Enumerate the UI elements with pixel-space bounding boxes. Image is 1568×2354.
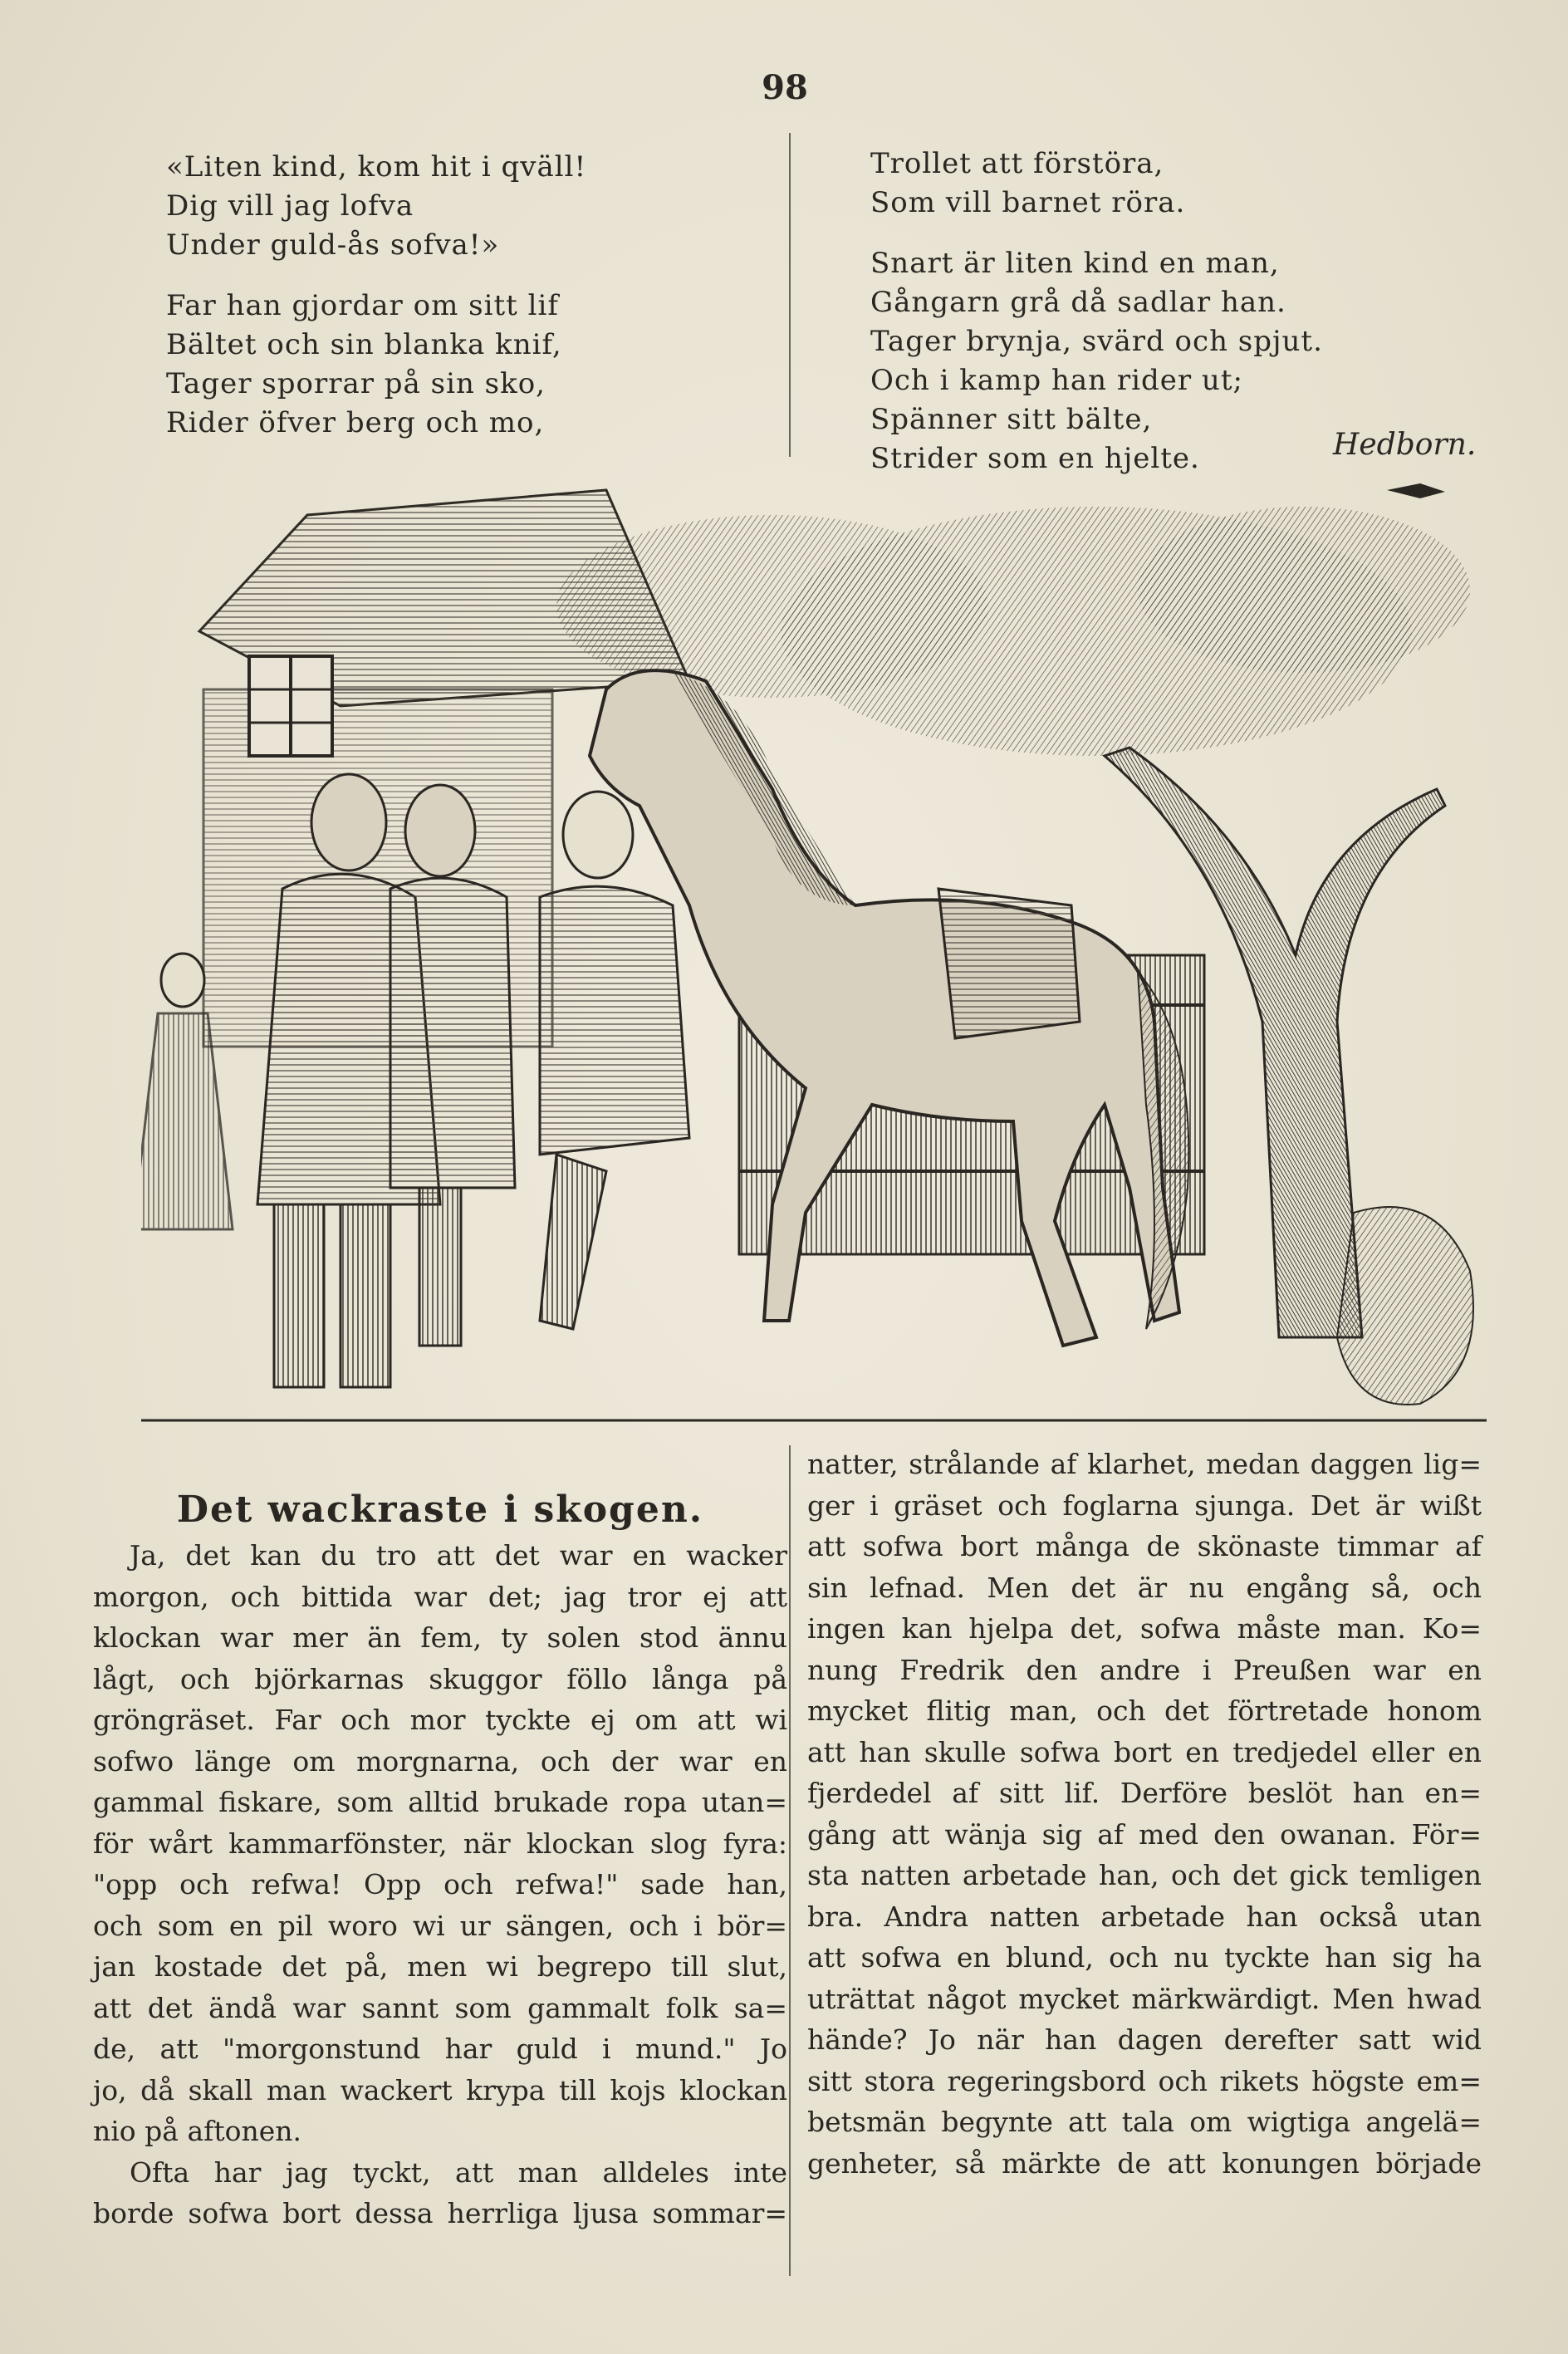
poem-line: Tager brynja, svärd och spjut. bbox=[870, 325, 1323, 358]
text-line: morgon, och bittida war det; jag tror ej att bbox=[93, 1580, 787, 1613]
article-heading: Det wackraste i skogen. bbox=[176, 1488, 704, 1531]
poem-line: Tager sporrar på sin sko, bbox=[166, 367, 546, 400]
text-line: nio på aftonen. bbox=[93, 2115, 301, 2147]
text-line: nung Fredrik den andre i Preußen war en bbox=[807, 1653, 1482, 1686]
text-line: jan kostade det på, men wi begrepo till slut, bbox=[93, 1950, 787, 1983]
text-line: gång att wänja sig af med den owanan. För= bbox=[807, 1817, 1482, 1851]
text-line: gröngräset. Far och mor tyckte ej om att wi bbox=[93, 1704, 787, 1736]
text-line: betsmän begynte att tala om wigtiga angelä= bbox=[807, 2106, 1482, 2138]
article-right-column bbox=[807, 1444, 1482, 2184]
poem-line: Och i kamp han rider ut; bbox=[870, 364, 1243, 397]
text-line: att sofwa en blund, och nu tyckte han sig ha bbox=[807, 1941, 1482, 1974]
poem-line: Strider som en hjelte. bbox=[870, 442, 1200, 475]
text-line: borde sofwa bort dessa herrliga ljusa sommar= bbox=[93, 2197, 787, 2229]
poem-line: Trollet att förstöra, bbox=[870, 147, 1164, 180]
woodcut-illustration bbox=[141, 440, 1487, 1445]
text-line: Ofta har jag tyckt, att man alldeles inte bbox=[130, 2155, 787, 2189]
text-line: gammal fiskare, som alltid brukade ropa utan= bbox=[93, 1786, 787, 1818]
text-line: mycket flitig man, och det förtretade honom bbox=[807, 1694, 1482, 1727]
poem-line: Som vill barnet röra. bbox=[870, 186, 1186, 219]
text-line: att det ändå war sannt som gammalt folk sa= bbox=[93, 1991, 787, 2024]
text-line: ingen kan hjelpa det, sofwa måste man. Ko= bbox=[807, 1612, 1482, 1645]
column-divider bbox=[789, 1445, 791, 2276]
text-line: ger i gräset och foglarna sjunga. Det är wißt bbox=[807, 1488, 1482, 1522]
text-line: genheter, så märkte de att konungen började bbox=[807, 2146, 1482, 2180]
text-line: sitt stora regeringsbord och rikets högste em= bbox=[807, 2064, 1482, 2097]
page-number: 98 bbox=[762, 68, 808, 107]
text-line: sta natten arbetade han, och det gick temligen bbox=[807, 1859, 1482, 1891]
poem-line: Far han gjordar om sitt lif bbox=[166, 289, 559, 322]
text-line: lågt, och björkarnas skuggor föllo långa på bbox=[93, 1662, 787, 1695]
text-line: sin lefnad. Men det är nu engång så, och bbox=[807, 1571, 1482, 1604]
text-line: hände? Jo när han dagen derefter satt wid bbox=[807, 2023, 1482, 2056]
poem-line: Bältet och sin blanka knif, bbox=[166, 328, 562, 361]
text-line: uträttat något mycket märkwärdigt. Men hwad bbox=[807, 1982, 1482, 2015]
figure-young-man bbox=[540, 792, 689, 1329]
poem-line: Snart är liten kind en man, bbox=[870, 247, 1280, 280]
poem-signature: Hedborn. bbox=[1333, 428, 1477, 462]
poem-line: Rider öfver berg och mo, bbox=[166, 406, 545, 439]
text-line: Ja, det kan du tro att det war en wacker bbox=[130, 1539, 787, 1572]
poem-left-column bbox=[166, 148, 586, 443]
text-line: fjerdedel af sitt lif. Derföre beslöt han en= bbox=[807, 1777, 1482, 1809]
column-divider bbox=[789, 133, 791, 457]
text-line: de, att "morgonstund har guld i mund." Jo bbox=[93, 2033, 787, 2065]
poem-right-column bbox=[870, 145, 1323, 478]
text-line: att han skulle sofwa bort en tredjedel eller en bbox=[807, 1735, 1482, 1768]
article-left-column bbox=[93, 1485, 787, 2234]
poem-line: Spänner sitt bälte, bbox=[870, 403, 1153, 436]
poem-line: Dig vill jag lofva bbox=[166, 189, 414, 223]
text-line: jo, då skall man wackert krypa till kojs klockan bbox=[93, 2073, 787, 2106]
text-line: "opp och refwa! Opp och refwa!" sade han, bbox=[93, 1868, 787, 1900]
text-line: att sofwa bort många de skönaste timmar af bbox=[807, 1530, 1482, 1562]
poem-line: Gångarn grå då sadlar han. bbox=[870, 286, 1286, 319]
text-line: natter, strålande af klarhet, medan daggen lig= bbox=[807, 1448, 1482, 1480]
text-line: bra. Andra natten arbetade han också utan bbox=[807, 1900, 1482, 1933]
text-line: klockan war mer än fem, ty solen stod ännu bbox=[93, 1621, 787, 1654]
poem-line: Under guld-ås sofva!» bbox=[166, 228, 500, 262]
text-line: och som en pil woro wi ur sängen, och i bör= bbox=[93, 1909, 787, 1942]
text-line: för wårt kammarfönster, när klockan slog fyra: bbox=[93, 1827, 787, 1860]
poem-line: «Liten kind, kom hit i qväll! bbox=[166, 150, 587, 184]
text-line: sofwo länge om morgnarna, och der war en bbox=[93, 1744, 787, 1778]
